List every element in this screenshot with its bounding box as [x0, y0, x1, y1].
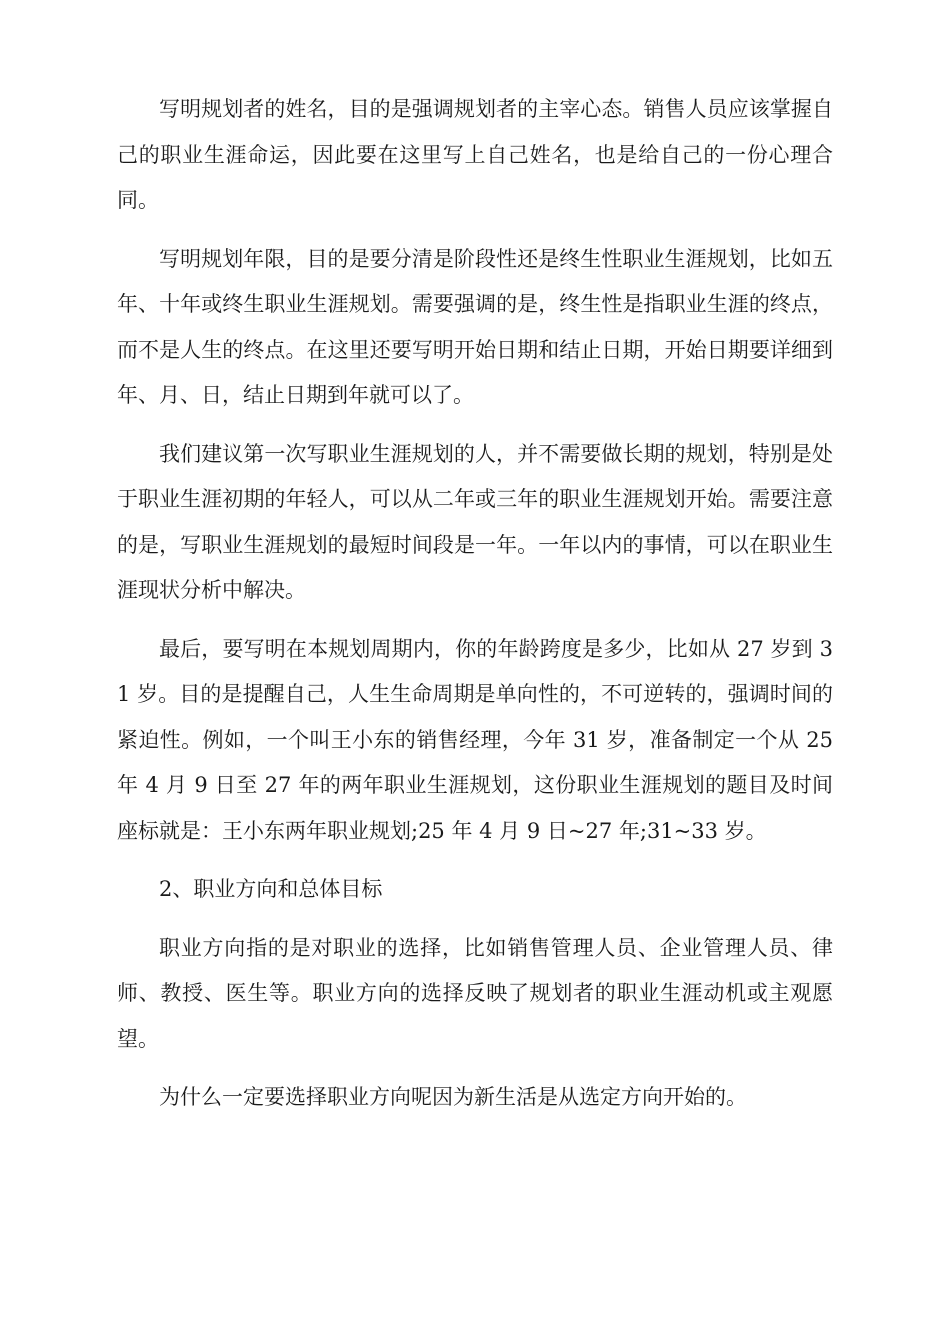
document-body	[117, 87, 833, 1134]
paragraph-age-span: 最后，要写明在本规划周期内，你的年龄跨度是多少，比如从 27 岁到 31 岁。目的是提醒自己，人生生命周期是单向性的，不可逆转的，强调时间的紧迫性。例如，一个叫王小东的销售经理，今年 31 岁，准备制定一个从 25 年 4 月 9 日至 27 年的两年职业生涯规划，这份职业生涯规划的题目及时间座标就是：王小东两年职业规划;25 年 4 月 9 日~27 年;31~33 岁。	[117, 636, 833, 843]
section-heading-career-direction: 2、职业方向和总体目标	[159, 877, 383, 901]
paragraph-career-direction: 职业方向指的是对职业的选择，比如销售管理人员、企业管理人员、律师、教授、医生等。职业方向的选择反映了规划者的职业生涯动机或主观愿望。	[117, 935, 833, 1051]
paragraph-first-time-advice: 我们建议第一次写职业生涯规划的人，并不需要做长期的规划，特别是处于职业生涯初期的年轻人，可以从二年或三年的职业生涯规划开始。需要注意的是，写职业生涯规划的最短时间段是一年。一年以内的事情，可以在职业生涯现状分析中解决。	[117, 441, 833, 602]
paragraph-why-direction: 为什么一定要选择职业方向呢因为新生活是从选定方向开始的。	[159, 1085, 747, 1109]
paragraph-planning-period: 写明规划年限，目的是要分清是阶段性还是终生性职业生涯规划，比如五年、十年或终生职业生涯规划。需要强调的是，终生性是指职业生涯的终点，而不是人生的终点。在这里还要写明开始日期和结止日期，开始日期要详细到年、月、日，结止日期到年就可以了。	[117, 246, 833, 407]
paragraph-planner-name: 写明规划者的姓名，目的是强调规划者的主宰心态。销售人员应该掌握自己的职业生涯命运，因此要在这里写上自己姓名，也是给自己的一份心理合同。	[117, 97, 833, 212]
